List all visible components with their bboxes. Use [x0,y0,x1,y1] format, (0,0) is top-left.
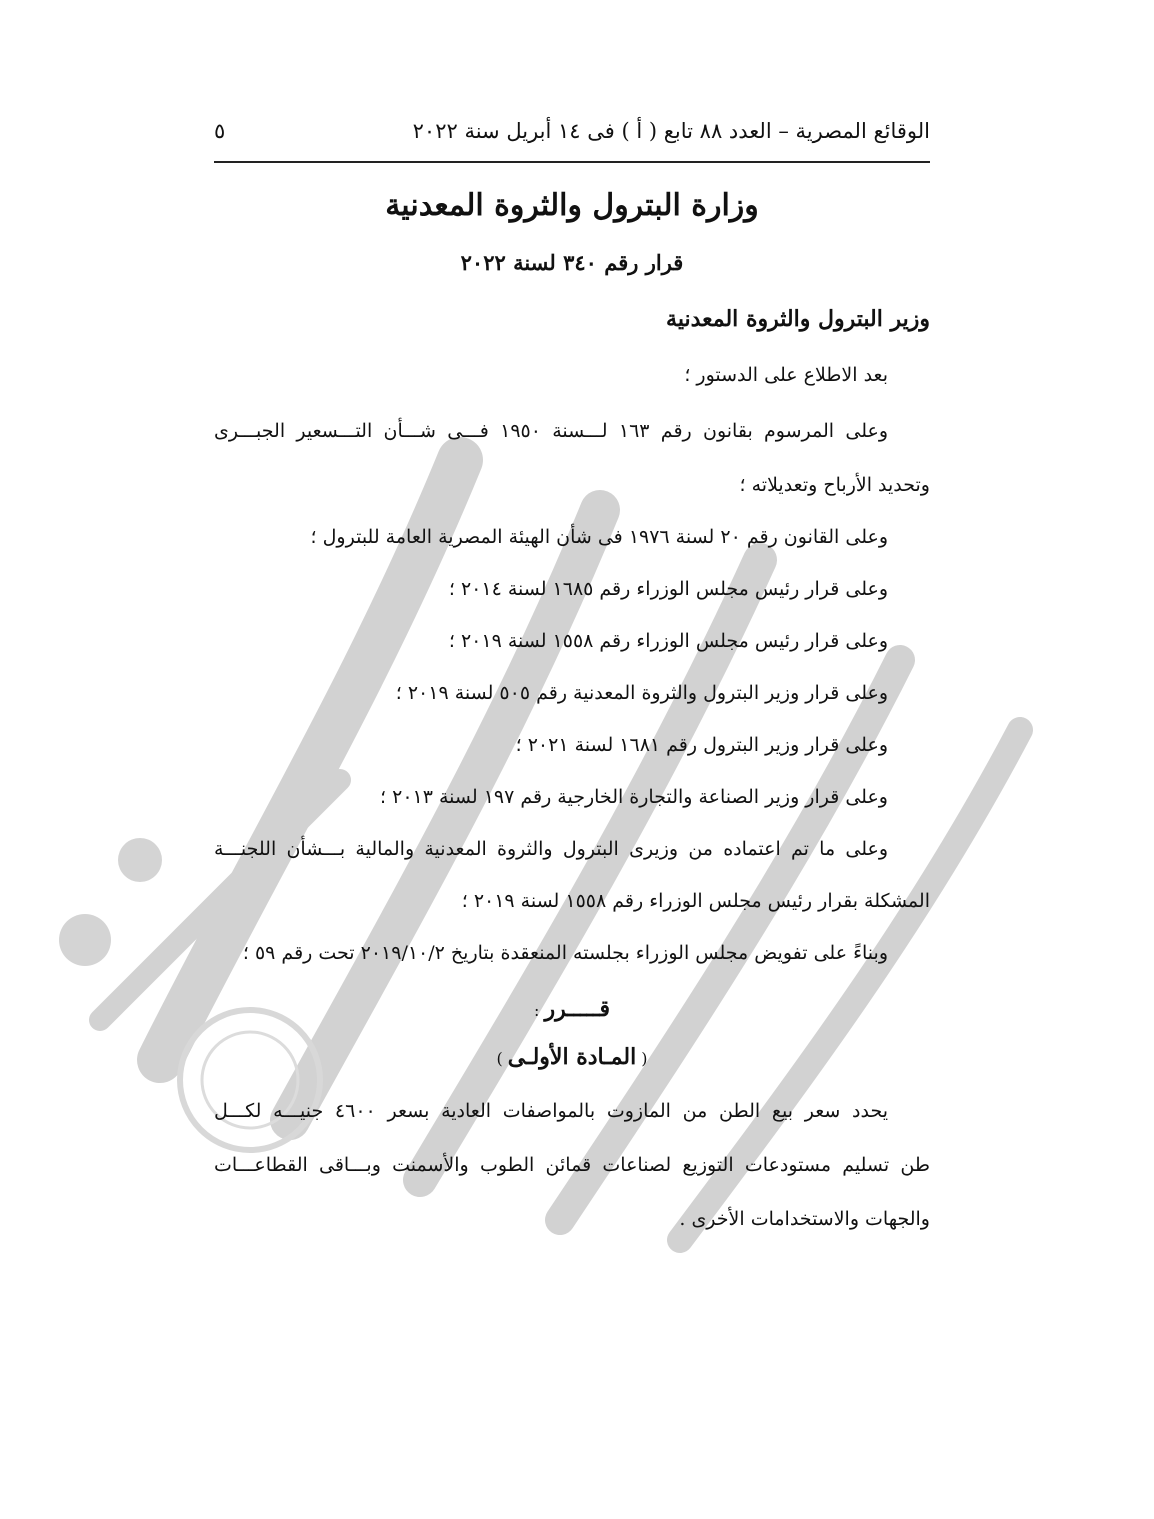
header-title: الوقائع المصرية – العدد ٨٨ تابع ( أ ) فى ١٤ أبريل سنة ٢٠٢٢ [412,119,930,143]
preamble-line: وعلى قرار وزير الصناعة والتجارة الخارجية رقم ١٩٧ لسنة ٢٠١٣ ؛ [380,786,888,808]
preamble-line: وعلى المرسوم بقانون رقم ١٦٣ لـــسنة ١٩٥٠ فـــى شـــأن التـــسعير الجبـــرى [214,420,889,442]
preamble-line: وعلى قرار رئيس مجلس الوزراء رقم ١٥٥٨ لسنة ٢٠١٩ ؛ [448,630,888,652]
decided-colon: : [534,1001,545,1020]
preamble-line: وعلى قرار وزير البترول رقم ١٦٨١ لسنة ٢٠٢١ ؛ [515,734,888,756]
preamble-line: المشكلة بقرار رئيس مجلس الوزراء رقم ١٥٥٨ لسنة ٢٠١٩ ؛ [461,890,930,912]
page-header [214,112,930,150]
preamble-line: وبناءً على تفويض مجلس الوزراء بجلسته المنعقدة بتاريخ ٢٠١٩/١٠/٢ تحت رقم ٥٩ ؛ [242,942,888,964]
article-line: طن تسليم مستودعات التوزيع لصناعات قمائن الطوب والأسمنت وبـــاقى القطاعـــات [214,1154,930,1176]
article-heading [214,1044,930,1070]
ministry-title: وزارة البترول والثروة المعدنية [385,188,759,223]
minister-heading: وزير البترول والثروة المعدنية [666,306,930,332]
article-line: والجهات والاستخدامات الأخرى . [679,1208,930,1230]
article-line: يحدد سعر بيع الطن من المازوت بالمواصفات العادية بسعر ٤٦٠٠ جنيـــه لكـــل [214,1100,889,1122]
decided-heading [214,996,930,1022]
preamble-line: وعلى قرار رئيس مجلس الوزراء رقم ١٦٨٥ لسنة ٢٠١٤ ؛ [448,578,888,600]
header-divider [214,161,930,163]
article-paren-open: ( [636,1049,648,1068]
article-title: المـادة الأولـى [507,1044,637,1070]
page-number: ٥ [214,119,226,143]
preamble-line: وعلى ما تم اعتماده من وزيرى البترول والثروة المعدنية والمالية بـــشأن اللجنـــة [214,838,888,860]
preamble-line: وتحديد الأرباح وتعديلاته ؛ [739,474,930,496]
preamble-line: وعلى قرار وزير البترول والثروة المعدنية رقم ٥٠٥ لسنة ٢٠١٩ ؛ [395,682,888,704]
preamble-line: وعلى القانون رقم ٢٠ لسنة ١٩٧٦ فى شأن الهيئة المصرية العامة للبترول ؛ [310,526,888,548]
article-paren-close: ) [496,1049,508,1068]
decree-number: قرار رقم ٣٤٠ لسنة ٢٠٢٢ [460,250,684,275]
decided-word: قـــــرر [544,996,610,1022]
seal-icon [180,1010,320,1150]
preamble-line: بعد الاطلاع على الدستور ؛ [684,364,888,386]
